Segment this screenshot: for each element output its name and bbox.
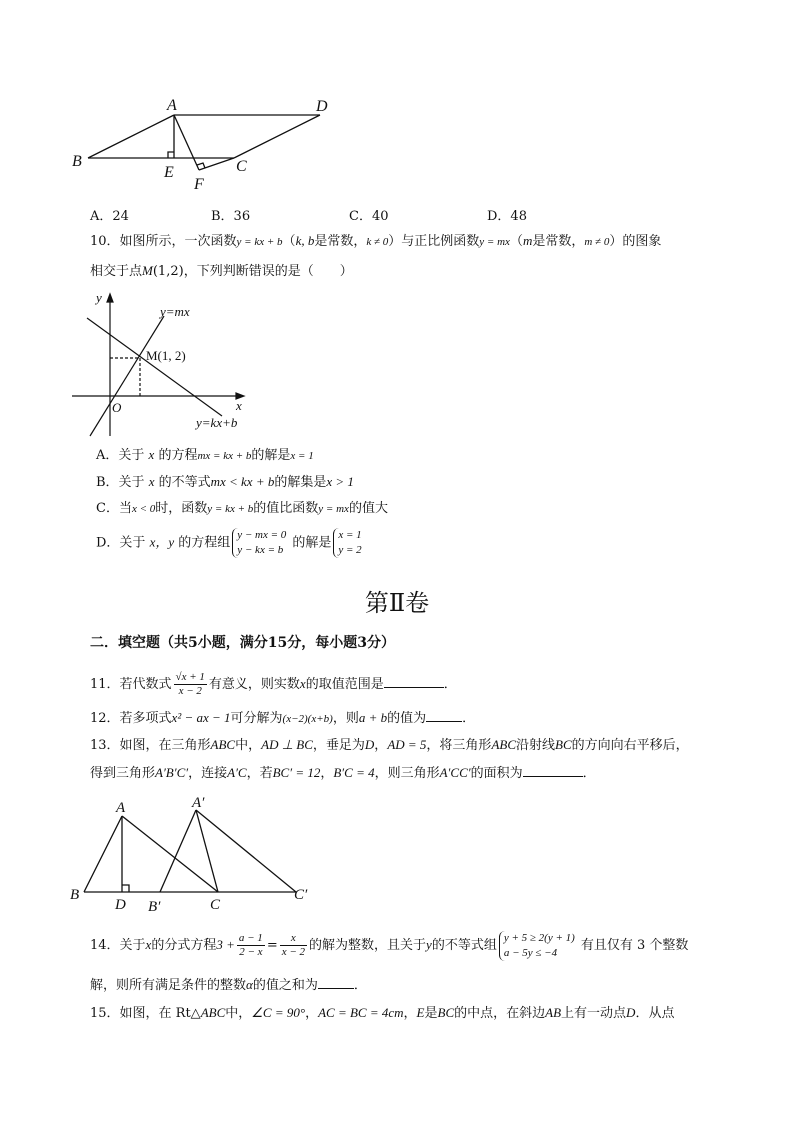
q9-option-d[interactable]: D．48 <box>487 209 527 224</box>
q9-option-b[interactable]: B．36 <box>211 209 251 224</box>
figure-linear-functions <box>0 286 794 446</box>
q10-option-b[interactable]: B．关于 x 的不等式mx < kx + b的解集是x > 1 <box>96 474 354 490</box>
q14-fraction-right: $\frac{x}{x - 2}$ <box>281 932 306 958</box>
y-arrow <box>107 294 113 302</box>
q10-stem-line1: 10．如图所示，一次函数y = kx + b（k, b是常数，k ≠ 0）与正比例函数y = mx（m是常数，m ≠ 0）的图象 <box>90 233 662 249</box>
label-b-prime: B′ <box>148 899 161 915</box>
label-e: E <box>164 164 174 181</box>
line-mx-label: y=mx <box>160 304 190 319</box>
q11-fraction: $\frac{√x + 1}{x - 2}$ <box>175 671 205 697</box>
q13-line1: 13．如图，在三角形ABC中，AD ⊥ BC，垂足为D，AD = 5，将三角形ABC沿射线BC的方向向右平移后， <box>90 737 689 753</box>
right-angle-e <box>168 152 174 158</box>
side-dc <box>234 115 320 158</box>
label-b: B <box>72 153 82 170</box>
q12: 12．若多项式x² − ax − 1可分解为(x−2)(x+b)，则a + b的值为 ． <box>90 710 476 726</box>
q14-answer-blank[interactable] <box>318 976 354 989</box>
label-c-prime: C′ <box>294 887 308 903</box>
q10-option-c[interactable]: C．当x < 0时，函数y = kx + b的值比函数y = mx的值大 <box>96 501 388 516</box>
segment-a1-c <box>196 810 218 892</box>
q9-option-a[interactable]: A．24 <box>90 209 129 224</box>
volume-heading: 第Ⅱ卷 <box>364 589 430 617</box>
label-b: B <box>70 887 80 903</box>
q10-option-d[interactable]: D．关于 x，y 的方程组 y − mx = 0 y − kx = b 的解是 x = 1 y = 2 <box>96 528 368 558</box>
q13-answer-blank[interactable] <box>523 764 583 777</box>
q9-option-c[interactable]: C．40 <box>349 209 389 224</box>
line-y-kx-b <box>87 318 222 416</box>
q11: 11．若代数式 $\frac{√x + 1}{x - 2}$ 有意义，则实数x的取值范围是 ． <box>90 671 457 697</box>
line-kxb-label: y=kx+b <box>196 415 238 430</box>
q10-stem-line2: 相交于点M(1,2)，下列判断错误的是（ ） <box>90 263 353 279</box>
system-solution: x = 1 y = 2 <box>333 528 365 558</box>
figure-translated-triangles <box>0 788 794 918</box>
altitude-af <box>174 115 199 170</box>
q13-line2: 得到三角形A′B′C′，连接A′C，若BC′ = 12，B′C = 4，则三角形A′CC′的面积为 ． <box>90 765 596 781</box>
q10-option-a[interactable]: A．关于 x 的方程mx = kx + b的解是x = 1 <box>96 447 314 463</box>
q14-fraction-left: $\frac{a - 1}{2 - x}$ <box>238 932 263 958</box>
x-axis-label: x <box>236 398 242 413</box>
side-ab <box>88 115 174 158</box>
q14-line2: 解，则所有满足条件的整数α的值之和为 ． <box>90 977 367 993</box>
side-a-b <box>84 816 122 892</box>
side-a1-c1 <box>196 810 296 892</box>
section-title: 二．填空题（共5小题，满分15分，每小题3分） <box>90 635 395 651</box>
label-c: C <box>236 158 247 175</box>
q12-answer-blank[interactable] <box>426 709 462 722</box>
system-equations: y − mx = 0 y − kx = b <box>232 528 290 558</box>
label-f: F <box>194 176 204 193</box>
label-a: A <box>167 97 177 114</box>
y-axis-label: y <box>96 290 102 305</box>
side-a-c <box>122 816 218 892</box>
label-c: C <box>210 897 221 913</box>
line-y-mx <box>90 316 164 436</box>
origin-label: O <box>112 400 122 415</box>
label-d: D <box>115 897 126 913</box>
q14-inequality-system: y + 5 ≥ 2(y + 1) a − 5y ≤ −4 <box>499 931 579 961</box>
right-angle-d <box>122 885 129 892</box>
q11-answer-blank[interactable] <box>384 675 444 688</box>
q14-line1: 14．关于x的分式方程3 + $\frac{a - 1}{2 - x}$ = $\frac{x}{x - 2}$ 的解为整数，且关于y的不等式组 y + 5 ≥ 2(y + 1) a − 5y ≤ −4 有且仅有 3 个整数 <box>90 931 689 959</box>
label-a: A <box>116 800 126 816</box>
extension-cf <box>199 158 234 170</box>
q15-line1: 15．如图，在 Rt△ABC中，∠C = 90°，AC = BC = 4cm，E是BC的中点，在斜边AB上有一动点D．从点 <box>90 1005 675 1021</box>
point-m-label: M(1, 2) <box>146 348 186 363</box>
label-d: D <box>316 98 328 115</box>
figure-parallelogram <box>0 0 794 200</box>
label-a-prime: A′ <box>192 795 205 811</box>
